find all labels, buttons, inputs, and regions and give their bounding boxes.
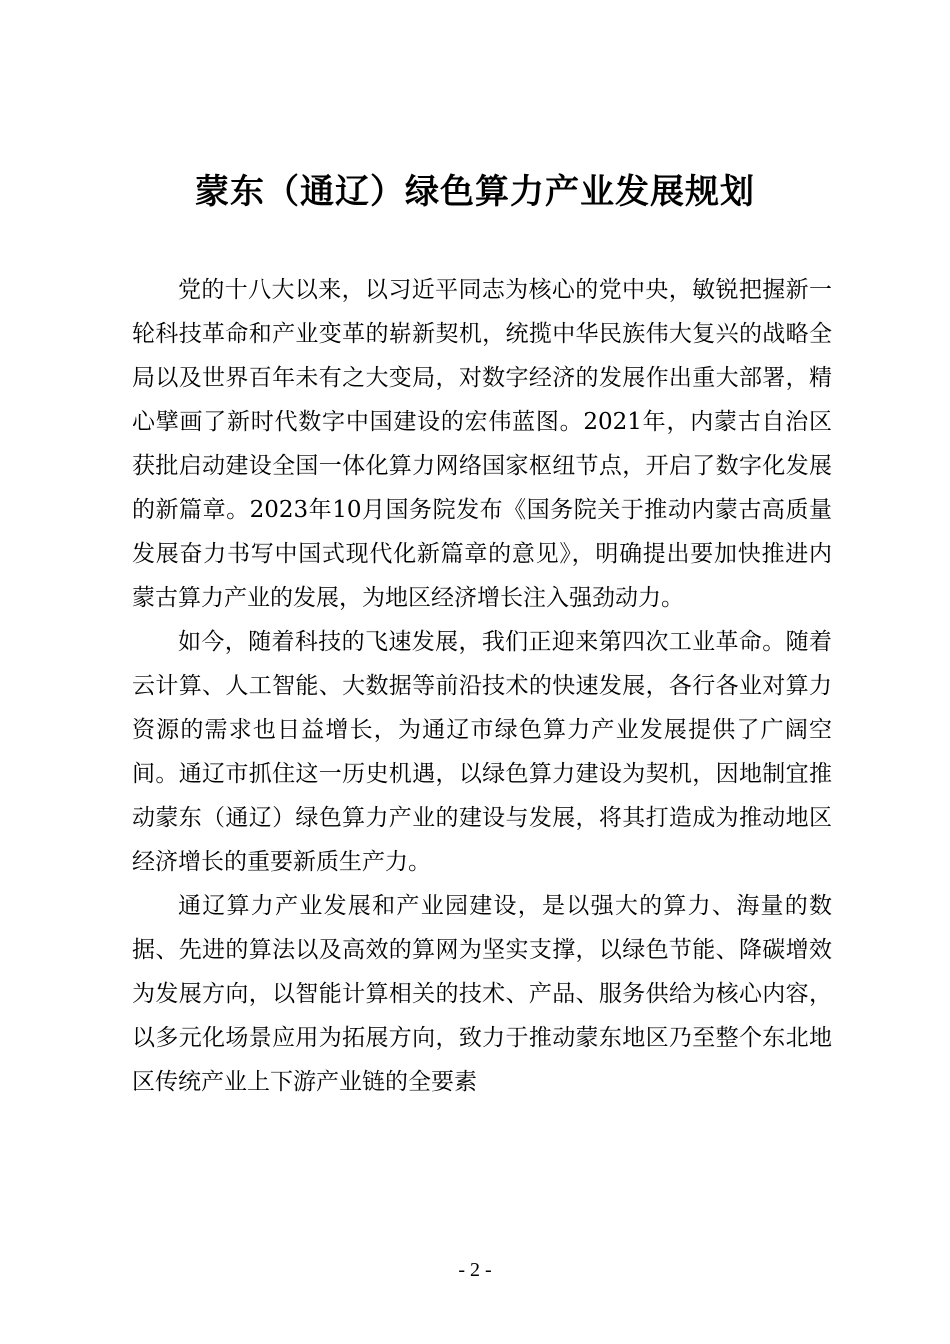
page-number: - 2 - [458,1259,492,1281]
document-body [132,268,832,1104]
paragraph-2: 如今，随着科技的飞速发展，我们正迎来第四次工业革命。随着云计算、人工智能、大数据等前沿技术的快速发展，各行各业对算力资源的需求也日益增长，为通辽市绿色算力产业发展提供了广阔空间。通辽市抓住这一历史机遇，以绿色算力建设为契机，因地制宜推动蒙东（通辽）绿色算力产业的建设与发展，将其打造成为推动地区经济增长的重要新质生产力。 [132,629,832,875]
paragraph-3: 通辽算力产业发展和产业园建设，是以强大的算力、海量的数据、先进的算法以及高效的算网为坚实支撑，以绿色节能、降碳增效为发展方向，以智能计算相关的技术、产品、服务供给为核心内容，以多元化场景应用为拓展方向，致力于推动蒙东地区乃至整个东北地区传统产业上下游产业链的全要素 [132,893,832,1095]
paragraph-1: 党的十八大以来，以习近平同志为核心的党中央，敏锐把握新一轮科技革命和产业变革的崭新契机，统揽中华民族伟大复兴的战略全局以及世界百年未有之大变局，对数字经济的发展作出重大部署，精心擘画了新时代数字中国建设的宏伟蓝图。2021年，内蒙古自治区获批启动建设全国一体化算力网络国家枢纽节点，开启了数字化发展的新篇章。2023年10月国务院发布《国务院关于推动内蒙古高质量发展奋力书写中国式现代化新篇章的意见》，明确提出要加快推进内蒙古算力产业的发展，为地区经济增长注入强劲动力。 [132,277,832,611]
page-title: 蒙东（通辽）绿色算力产业发展规划 [195,172,755,212]
